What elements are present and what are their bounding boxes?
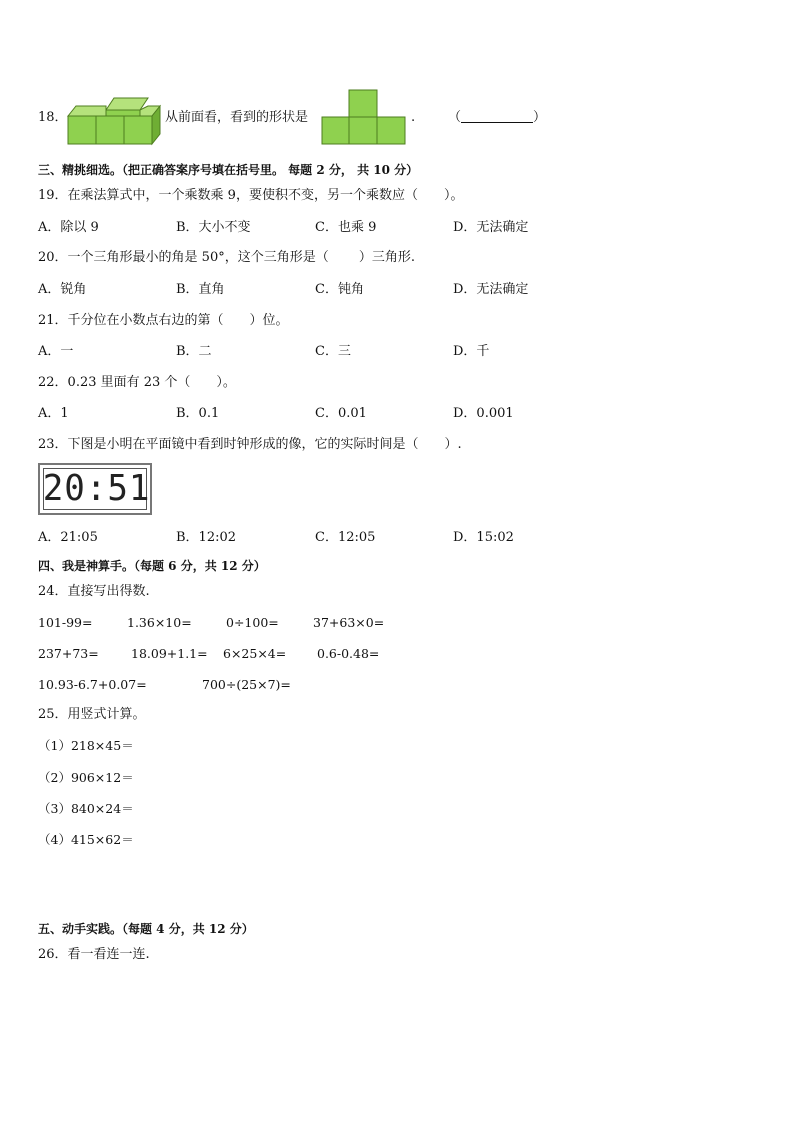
q18-number: 18．	[38, 110, 68, 125]
vertical-calc-item: （4）415×62＝	[38, 832, 134, 847]
paren-close: ）	[533, 110, 547, 125]
q19-option-b[interactable]: B．大小不变	[176, 220, 251, 235]
q21-option-a[interactable]: A．一	[38, 344, 74, 359]
calc-item: 700÷(25×7)=	[202, 677, 291, 692]
section-3-title: 三、精挑细选。（把正确答案序号填在括号里。 每题 2 分， 共 10 分）	[38, 163, 419, 177]
q20-option-b[interactable]: B．直角	[176, 282, 225, 297]
q25-text: 25．用竖式计算。	[38, 707, 146, 722]
calc-item: 0.6-0.48=	[317, 646, 380, 661]
calc-item: 237+73=	[38, 646, 99, 661]
section-5-title: 五、动手实践。（每题 4 分，共 12 分）	[38, 922, 254, 936]
q18-period: .	[411, 110, 416, 125]
clock-digits: 20:51	[42, 468, 151, 509]
calc-item: 0÷100=	[226, 615, 279, 630]
q20-option-a[interactable]: A．锐角	[38, 282, 87, 297]
calc-item: 6×25×4=	[223, 646, 287, 661]
answer-underline	[461, 110, 533, 123]
q23-option-d[interactable]: D．15:02	[453, 530, 514, 545]
q18-text: 从前面看，看到的形状是	[165, 110, 309, 125]
q23-option-b[interactable]: B．12:02	[176, 530, 237, 545]
q23-option-a[interactable]: A．21:05	[38, 530, 98, 545]
calc-item: 18.09+1.1=	[131, 646, 208, 661]
paren-open: （	[448, 110, 462, 125]
q21-text: 21．千分位在小数点右边的第（ ）位。	[38, 313, 289, 328]
q24-text: 24．直接写出得数.	[38, 584, 150, 599]
digital-clock-mirror	[38, 463, 152, 515]
q20-text: 20．一个三角形最小的角是 50°，这个三角形是（ ）三角形.	[38, 250, 415, 265]
q22-option-a[interactable]: A．1	[38, 406, 69, 421]
calc-item: 10.93-6.7+0.07=	[38, 677, 147, 692]
q23-option-c[interactable]: C．12:05	[315, 530, 376, 545]
vertical-calc-item: （3）840×24＝	[38, 801, 134, 816]
q18-answer-blank[interactable]	[448, 109, 546, 127]
vertical-calc-item: （2）906×12＝	[38, 770, 134, 785]
q22-text: 22．0.23 里面有 23 个（ ）。	[38, 375, 236, 390]
q22-option-c[interactable]: C．0.01	[315, 406, 367, 421]
cube-stack-figure	[66, 96, 164, 146]
q19-option-a[interactable]: A．除以 9	[38, 220, 99, 235]
calc-item: 101-99=	[38, 615, 93, 630]
q23-text: 23．下图是小明在平面镜中看到时钟形成的像，它的实际时间是（ ）.	[38, 437, 462, 452]
q21-option-c[interactable]: C．三	[315, 344, 351, 359]
front-view-shape	[321, 89, 407, 145]
q19-option-d[interactable]: D．无法确定	[453, 220, 529, 235]
calc-item: 1.36×10=	[127, 615, 192, 630]
q19-text: 19．在乘法算式中，一个乘数乘 9，要使积不变，另一个乘数应（ ）。	[38, 188, 464, 203]
section-4-title: 四、我是神算手。（每题 6 分，共 12 分）	[38, 559, 266, 573]
q26-text: 26．看一看连一连.	[38, 947, 150, 962]
vertical-calc-item: （1）218×45＝	[38, 738, 134, 753]
q20-option-c[interactable]: C．钝角	[315, 282, 364, 297]
q22-option-d[interactable]: D．0.001	[453, 406, 514, 421]
q20-option-d[interactable]: D．无法确定	[453, 282, 529, 297]
q21-option-d[interactable]: D．千	[453, 344, 490, 359]
q22-option-b[interactable]: B．0.1	[176, 406, 220, 421]
q21-option-b[interactable]: B．二	[176, 344, 212, 359]
calc-item: 37+63×0=	[313, 615, 385, 630]
q19-option-c[interactable]: C．也乘 9	[315, 220, 377, 235]
